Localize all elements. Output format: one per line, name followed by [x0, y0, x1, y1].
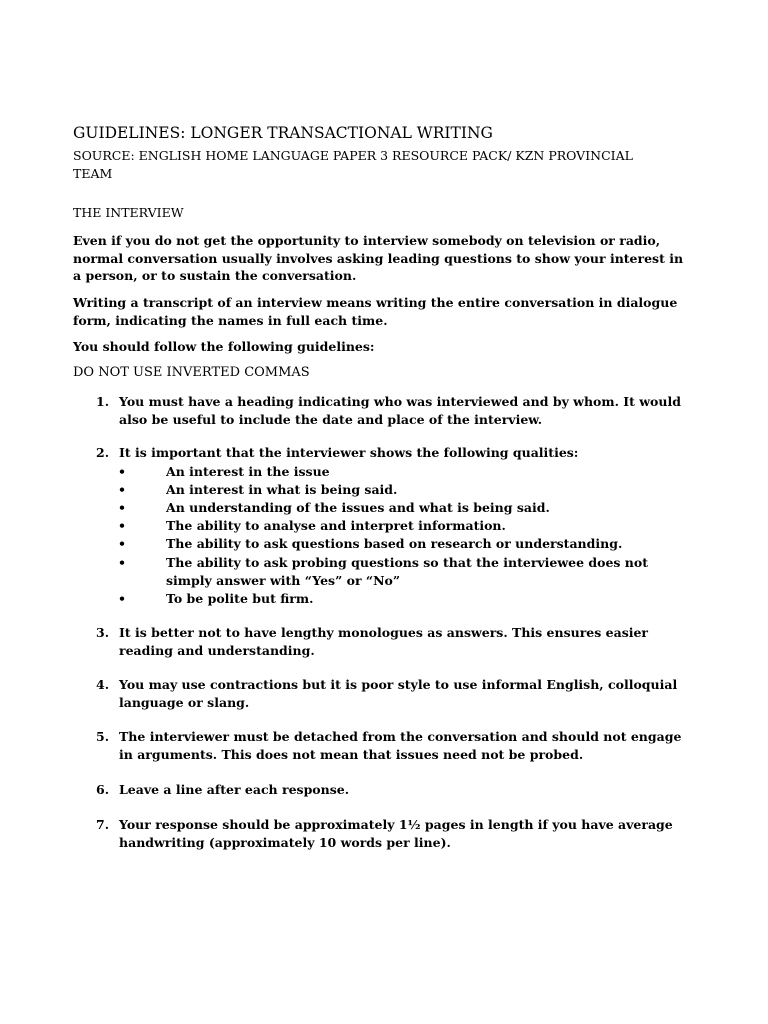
list-item [96, 393, 696, 428]
intro-paragraph: Even if you do not get the opportunity to interview somebody on television or radio, normal conversation usually involves asking leading questions to show your interest in a person, or to sustain the conversation. [73, 233, 684, 283]
list-item [96, 816, 696, 851]
list-item-number: 3. [96, 625, 110, 640]
bullet-item [118, 590, 678, 608]
list-item-number: 6. [96, 782, 110, 797]
bullet-text: The ability to ask probing questions so that the interviewee does not simply answer with “Yes” or “No” [166, 555, 649, 588]
bullet-icon: • [118, 518, 126, 533]
bullet-item [118, 481, 678, 499]
list-item-number: 5. [96, 729, 110, 744]
list-item-text: You must have a heading indicating who was interviewed and by whom. It would also be useful to include the date and place of the interview. [119, 394, 681, 427]
bullet-text: The ability to analyse and interpret information. [166, 518, 506, 533]
list-item-text: It is better not to have lengthy monologues as answers. This ensures easier reading and understanding. [119, 625, 649, 658]
guidelines-lead-paragraph: You should follow the following guidelines: [73, 339, 375, 354]
list-item-text: You may use contractions but it is poor style to use informal English, colloquial language or slang. [119, 677, 678, 710]
list-item-text: It is important that the interviewer shows the following qualities: [119, 445, 579, 460]
list-item [96, 676, 696, 711]
bullet-item [118, 517, 678, 535]
bullet-icon: • [118, 482, 126, 497]
bullet-icon: • [118, 536, 126, 551]
list-item [96, 781, 696, 799]
bullet-text: The ability to ask questions based on research or understanding. [166, 536, 623, 551]
document-title: GUIDELINES: LONGER TRANSACTIONAL WRITING [73, 124, 493, 142]
bullet-icon: • [118, 464, 126, 479]
bullet-icon: • [118, 500, 126, 515]
list-item-text: Leave a line after each response. [119, 782, 350, 797]
bullet-item [118, 535, 678, 553]
bullet-icon: • [118, 591, 126, 606]
bullet-text: An interest in the issue [166, 464, 330, 479]
list-item-number: 4. [96, 677, 110, 692]
list-item [96, 728, 696, 763]
list-item [96, 624, 696, 659]
list-item-number: 1. [96, 394, 110, 409]
bullet-item [118, 499, 678, 517]
bullet-item [118, 554, 678, 589]
list-item-text: Your response should be approximately 1½ pages in length if you have average handwriting (approximately 10 words per line). [119, 817, 673, 850]
bullet-text: To be polite but firm. [166, 591, 314, 606]
bullet-item [118, 463, 678, 481]
list-item-number: 2. [96, 445, 110, 460]
bullet-text: An interest in what is being said. [166, 482, 398, 497]
list-item-text: The interviewer must be detached from the conversation and should not engage in arguments. This does not mean that issues need not be probed. [119, 729, 682, 762]
document-source: SOURCE: ENGLISH HOME LANGUAGE PAPER 3 RESOURCE PACK/ KZN PROVINCIAL TEAM [73, 148, 633, 181]
bullet-text: An understanding of the issues and what is being said. [166, 500, 550, 515]
transcript-paragraph: Writing a transcript of an interview means writing the entire conversation in dialogue form, indicating the names in full each time. [73, 295, 678, 328]
inverted-commas-instruction: DO NOT USE INVERTED COMMAS [73, 365, 310, 380]
list-item-number: 7. [96, 817, 110, 832]
list-item [96, 444, 696, 462]
section-heading: THE INTERVIEW [73, 205, 184, 220]
bullet-icon: • [118, 555, 126, 570]
